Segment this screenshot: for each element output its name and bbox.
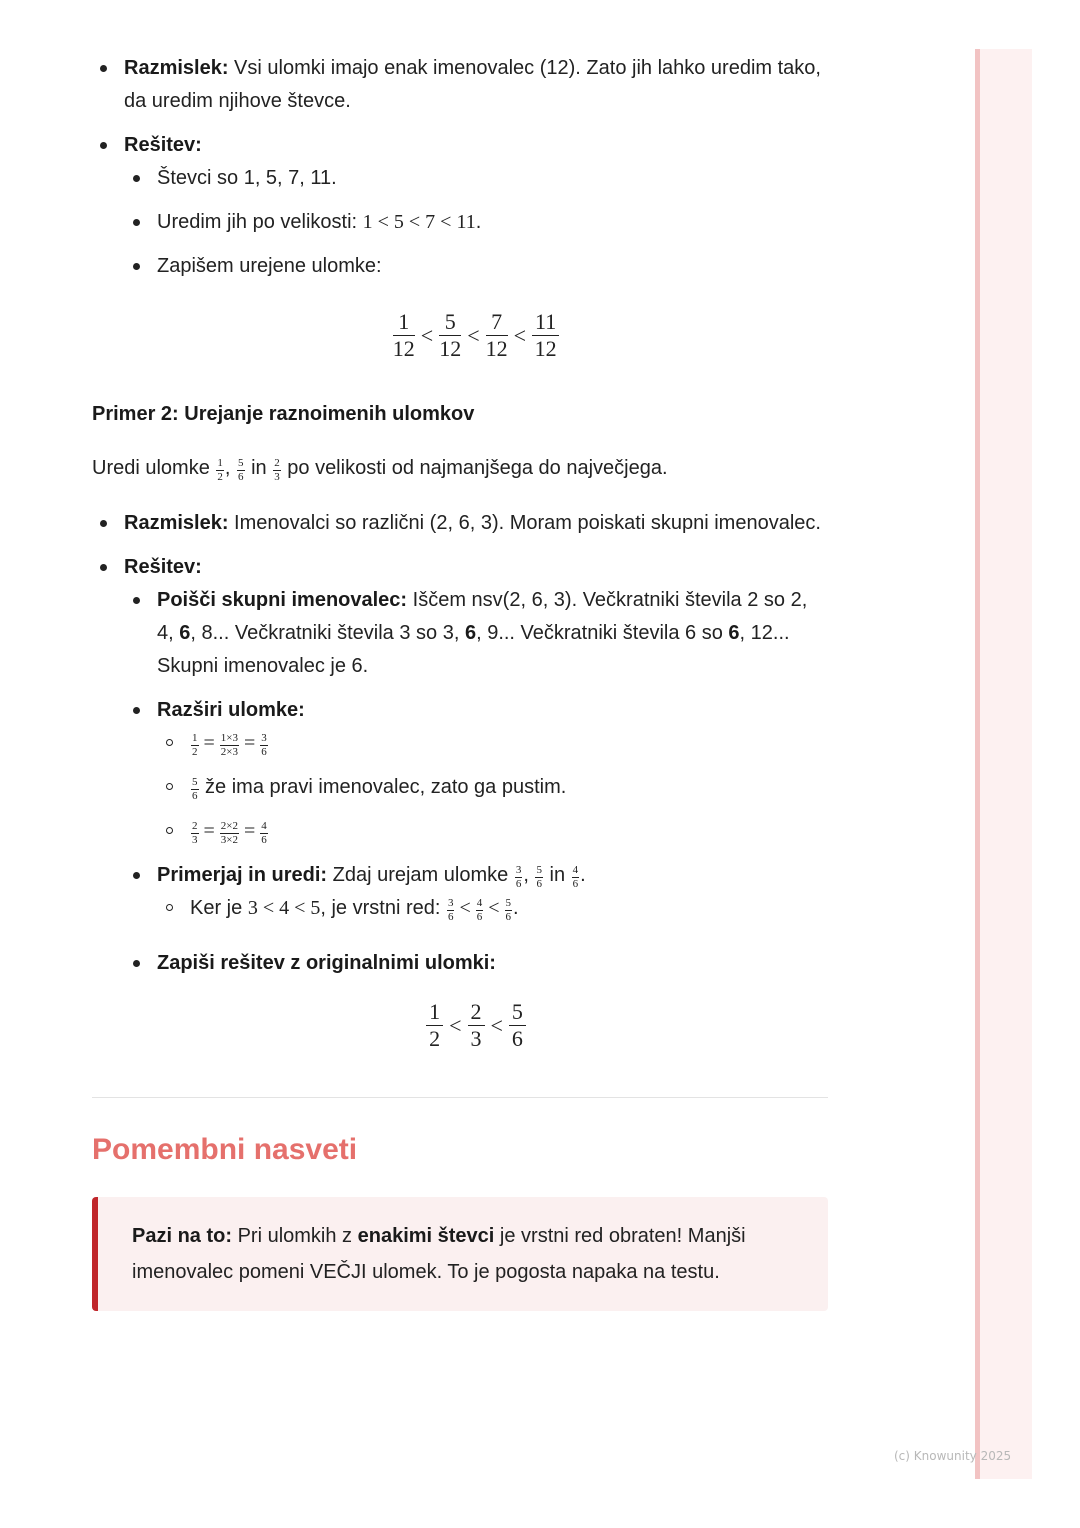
example2-list [92,507,828,980]
list-item: $\frac{2}{3}$ = $\frac{2\times 2}{3\times 2}$ = $\frac{4}{6}$ [157,815,828,848]
fraction: $\frac{3}{6}$ [447,897,454,923]
list-item: Števci so 1, 5, 7, 11. [124,162,828,195]
fraction: $\frac{4}{6}$ [261,820,267,846]
footer-copyright: (c) Knowunity 2025 [894,1449,1012,1463]
solution-steps [124,162,828,283]
fraction: $\frac{1}{2}$ [217,457,223,483]
sidebar-accent-line [975,49,980,1479]
fraction: $\frac{1\times 3}{2\times 3}$ [220,732,238,758]
fraction: $\frac{4}{6}$ [572,864,579,890]
fraction: $\frac{5}{6}$ [509,1000,526,1051]
fraction: $\frac{2}{3}$ [468,1000,485,1051]
fraction: $\frac{4}{6}$ [476,897,483,923]
list-item: Zapišem urejene ulomke: [124,250,828,283]
fraction: $\frac{3}{6}$ [515,864,522,890]
example2-title: Primer 2: Urejanje raznoimenih ulomkov [92,403,475,425]
fraction: $\frac{5}{6}$ [505,897,512,923]
list-item: $\frac{5}{6}$ že ima pravi imenovalec, zato ga pustim. [157,771,828,804]
fraction: $\frac{5}{6}$ [536,864,542,890]
fraction: $\frac{5}{12}$ [439,309,462,361]
fraction: $\frac{5}{6}$ [238,457,244,483]
fraction: $\frac{1}{2}$ [426,1000,443,1051]
fraction: $\frac{11}{12}$ [532,310,559,361]
inequality: 1 < 5 < 7 < 11 [362,211,476,233]
list-item: Ker je 3 < 4 < 5, je vrstni red: $\frac{3}{6}$ < $\frac{4}{6}$ < $\frac{5}{6}$ . [157,892,828,925]
display-equation-1: $\frac{1}{12}$ < $\frac{5}{12}$ < $\frac{7}{12}$ < $\frac{11}{12}$ [124,310,828,361]
list-item: Razmislek: Vsi ulomki imajo enak imenovalec (12). Zato jih lahko uredim tako, da uredim njihove števce. [92,52,828,118]
fraction: $\frac{5}{6}$ [192,776,198,802]
fraction: $\frac{3}{6}$ [261,732,267,758]
warning-callout: Pazi na to: Pri ulomkih z enakimi števci je vrstni red obraten! Manjši imenovalec pomeni VEČJI ulomek. To je pogosta napaka na testu. [92,1197,828,1311]
solution-steps [124,584,828,980]
fraction: $\frac{2}{3}$ [192,820,198,846]
divider [92,1097,828,1098]
list-item: Primerjaj in uredi: Zdaj urejam ulomke $\frac{3}{6}$ , $\frac{5}{6}$ in $\frac{4}{6}$ . Ker je 3 < 4 < 5, je vrstni red: $\frac{3}{6}$ < $\frac{4}{6}$ < $\frac{5}{6}$ . [124,859,828,925]
compare-steps [157,892,828,925]
example1-list [92,52,828,283]
list-item: $\frac{1}{2}$ = $\frac{1\times 3}{2\times 3}$ = $\frac{3}{6}$ [157,727,828,760]
fraction: $\frac{1}{2}$ [192,732,198,758]
list-item: Poišči skupni imenovalec: Iščem nsv(2, 6, 3). Večkratniki števila 2 so 2, 4, 6, 8... Večkratniki števila 3 so 3, 6, 9... Večkratniki števila 6 so 6, 12... Skupni imenovalec je 6. [124,584,828,683]
list-item: Rešitev: Poišči skupni imenovalec: Iščem nsv(2, 6, 3). Večkratniki števila 2 so 2, 4, 6, 8... Večkratniki števila 3 so 3, 6, 9... Večkratniki števila 6 so 6, 12... Skupni imenovalec je 6. Razširi ulomke: $\frac{1}{2}$ = $\frac{1\times 3}{2\times 3}$ = $\frac{3}{6}$ $\frac{5}{6}$ že ima pravi imenovalec, zato ga pustim. $\frac{2}{3}$ = $\frac{2\times 2}{3\times 2}$ = $\frac{4}{6}$ Primerjaj in uredi: Zdaj urejam ulomke $\frac{3}{6}$ , $\frac{5}{6}$ in $\frac{4}{6}$ . Ker je 3 < 4 < 5, je vrstni red: $\frac{3}{6}$ < $\frac{4}{6}$ < $\frac{5}{6}$ . Zapiši rešitev z originalnimi ulomki: [92,551,828,980]
fraction: $\frac{2\times 2}{3\times 2}$ [220,820,238,846]
fraction: $\frac{1}{12}$ [392,309,415,361]
example2-task: Uredi ulomke $\frac{1}{2}$ , $\frac{5}{6}$ in $\frac{2}{3}$ po velikosti od najmanjšega do največjega. [92,457,668,483]
section-heading: Pomembni nasveti [92,1133,358,1166]
page-content [92,52,828,1311]
list-item: Razširi ulomke: $\frac{1}{2}$ = $\frac{1\times 3}{2\times 3}$ = $\frac{3}{6}$ $\frac{5}{6}$ že ima pravi imenovalec, zato ga pustim. $\frac{2}{3}$ = $\frac{2\times 2}{3\times 2}$ = $\frac{4}{6}$ [124,694,828,848]
fraction: $\frac{7}{12}$ [485,309,508,361]
fraction: $\frac{2}{3}$ [274,457,280,483]
expand-steps [157,727,828,848]
list-item: Razmislek: Imenovalci so različni (2, 6, 3). Moram poiskati skupni imenovalec. [92,507,828,540]
list-item: Zapiši rešitev z originalnimi ulomki: [124,947,828,980]
list-item: Uredim jih po velikosti: 1 < 5 < 7 < 11. [124,206,828,239]
sidebar-panel [975,49,1032,1479]
list-item: Rešitev: Števci so 1, 5, 7, 11. Uredim jih po velikosti: 1 < 5 < 7 < 11. Zapišem urejene ulomke: [92,129,828,283]
display-equation-2: $\frac{1}{2}$ < $\frac{2}{3}$ < $\frac{5}{6}$ [124,1000,828,1051]
